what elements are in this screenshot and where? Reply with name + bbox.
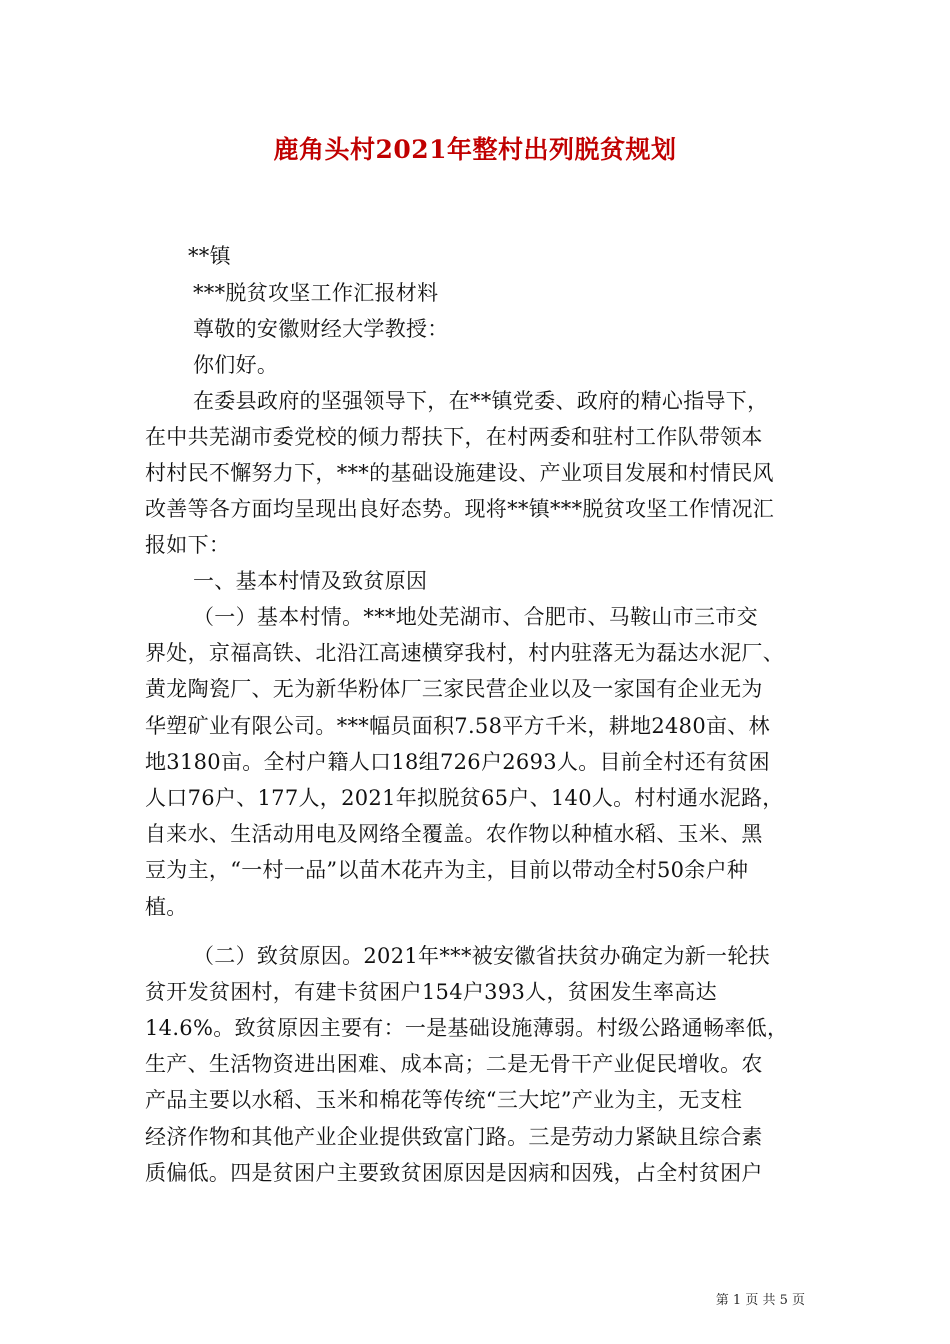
body-line: 在中共芜湖市委党校的倾力帮扶下，在村两委和驻村工作队带领本 — [145, 425, 763, 449]
body-line: 尊敬的安徽财经大学教授： — [193, 317, 449, 341]
body-line: 植。 — [145, 895, 188, 919]
body-line: 在委县政府的坚强领导下，在**镇党委、政府的精心指导下， — [193, 389, 769, 413]
body-line: ***脱贫攻坚工作汇报材料 — [193, 281, 439, 305]
body-line: 报如下： — [145, 533, 231, 557]
body-line: （二）致贫原因。2021年***被安徽省扶贫办确定为新一轮扶 — [193, 944, 770, 968]
body-line: 14.6%。致贫原因主要有：一是基础设施薄弱。村级公路通畅率低， — [145, 1016, 789, 1040]
body-line: 贫开发贫困村，有建卡贫困户154户393人，贫困发生率高达 — [145, 980, 717, 1004]
body-line: 自来水、生活动用电及网络全覆盖。农作物以种植水稻、玉米、黑 — [145, 822, 763, 846]
body-line: 黄龙陶瓷厂、无为新华粉体厂三家民营企业以及一家国有企业无为 — [145, 677, 763, 701]
document-title: 鹿角头村2021年整村出列脱贫规划 — [273, 135, 677, 164]
section-heading: 一、基本村情及致贫原因 — [193, 569, 428, 593]
body-line: 改善等各方面均呈现出良好态势。现将**镇***脱贫攻坚工作情况汇 — [145, 497, 775, 521]
body-line: 质偏低。四是贫困户主要致贫困原因是因病和因残，占全村贫困户 — [145, 1161, 763, 1185]
body-line: （一）基本村情。***地处芜湖市、合肥市、马鞍山市三市交 — [193, 605, 758, 629]
body-line: 生产、生活物资进出困难、成本高；二是无骨干产业促民增收。农 — [145, 1052, 763, 1076]
body-line: 地3180亩。全村户籍人口18组726户2693人。目前全村还有贫困 — [145, 750, 770, 774]
body-line: **镇 — [188, 244, 231, 268]
body-line: 村村民不懈努力下，***的基础设施建设、产业项目发展和村情民风 — [145, 461, 774, 485]
body-line: 经济作物和其他产业企业提供致富门路。三是劳动力紧缺且综合素 — [145, 1125, 763, 1149]
body-line: 界处，京福高铁、北沿江高速横穿我村，村内驻落无为磊达水泥厂、 — [145, 641, 784, 665]
body-line: 华塑矿业有限公司。***幅员面积7.58平方千米，耕地2480亩、林 — [145, 714, 770, 738]
body-line: 你们好。 — [193, 353, 279, 377]
page-number: 第 1 页 共 5 页 — [715, 1293, 805, 1308]
body-line: 人口76户、177人，2021年拟脱贫65户、140人。村村通水泥路， — [145, 786, 784, 810]
body-line: 产品主要以水稻、玉米和棉花等传统“三大坨”产业为主，无支柱 — [145, 1088, 743, 1112]
body-line: 豆为主，“一村一品”以苗木花卉为主，目前以带动全村50余户种 — [145, 858, 749, 882]
